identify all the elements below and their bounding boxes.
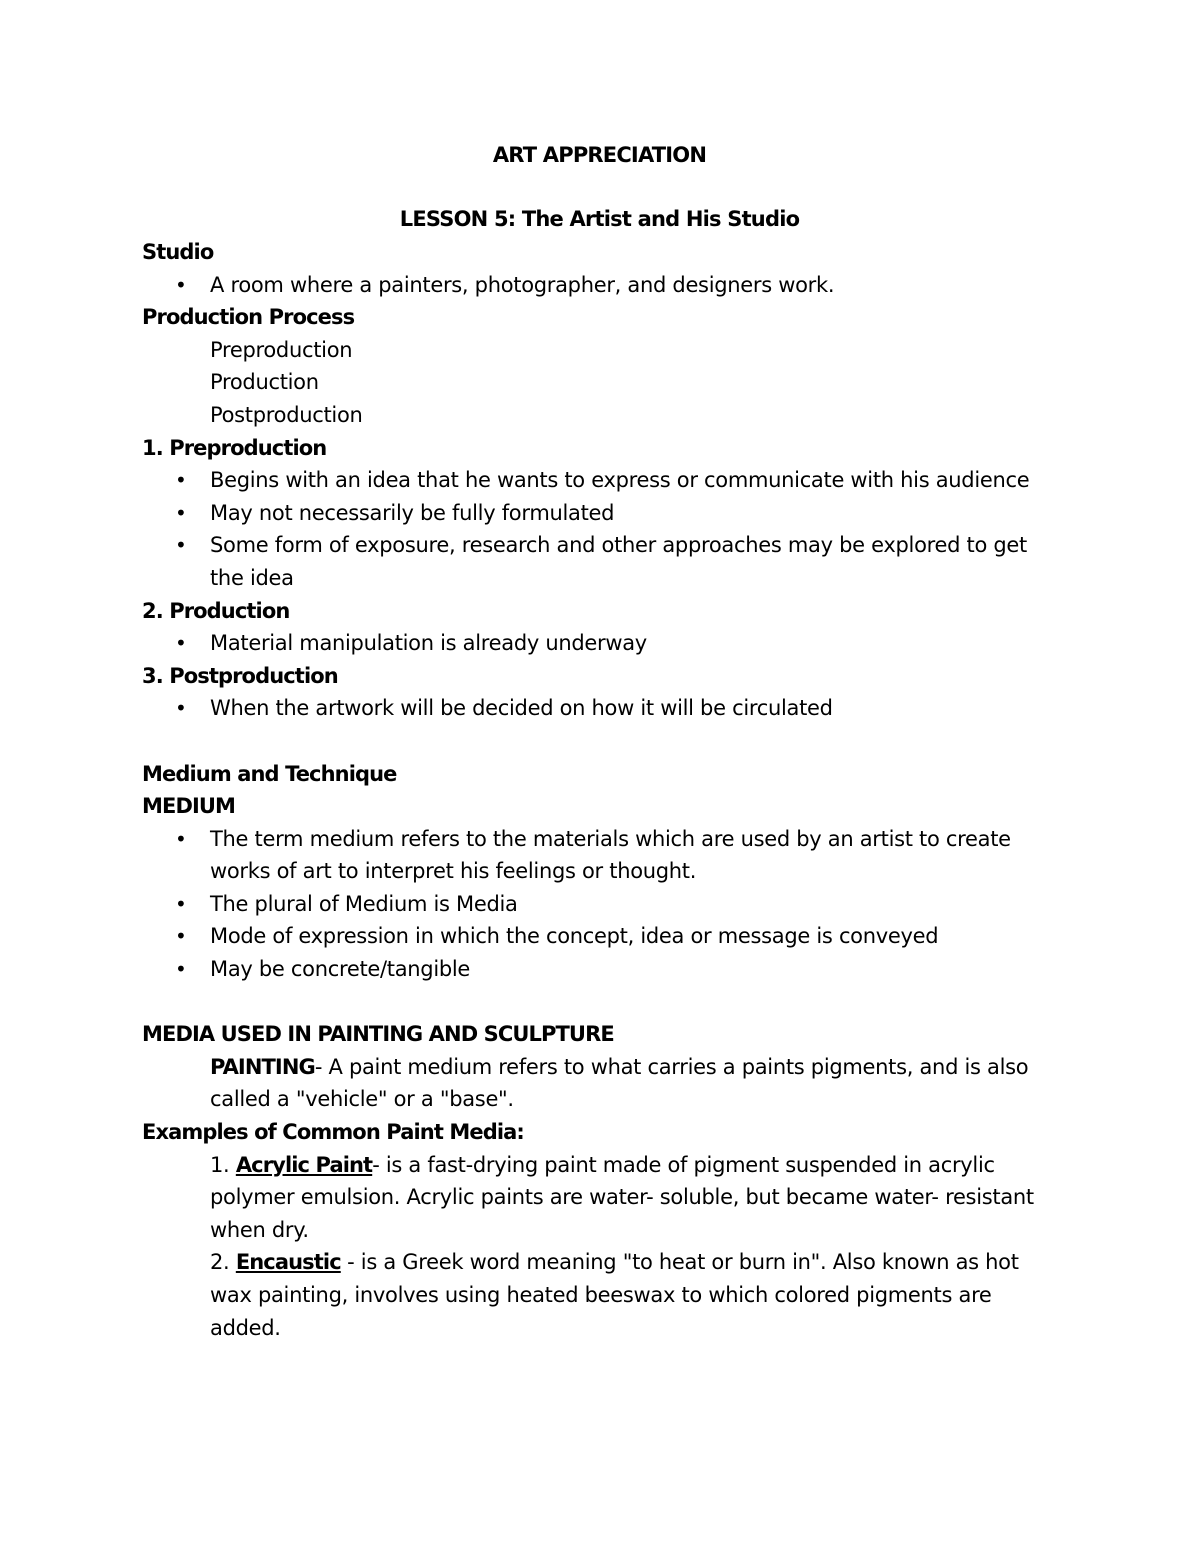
- painting-text: - A paint medium refers to what carries a paints pigments, and is also called a "vehicle" or a "base".: [210, 1054, 1029, 1112]
- production-heading: 2. Production: [142, 598, 290, 623]
- postproduction-heading: 3. Postproduction: [142, 663, 338, 688]
- document-body: [142, 139, 1062, 1344]
- list-item: • The term medium refers to the materials which are used by an artist to create works of art to interpret his feelings or thought.: [142, 823, 1062, 888]
- example-term: Acrylic Paint: [235, 1152, 373, 1177]
- list-item: • A room where a painters, photographer, and designers work.: [142, 269, 1062, 302]
- list-item: • May be concrete/tangible: [142, 953, 1062, 986]
- production-list: [142, 627, 1062, 660]
- studio-heading: Studio: [142, 240, 214, 264]
- example-acrylic: [142, 1149, 1062, 1247]
- spacer: [142, 725, 1062, 758]
- medium-technique-heading: Medium and Technique: [142, 761, 397, 786]
- list-item: • When the artwork will be decided on how it will be circulated: [142, 692, 1062, 725]
- list-item: • May not necessarily be fully formulated: [142, 497, 1062, 530]
- example-number: 1.: [210, 1152, 236, 1177]
- list-item: • Begins with an idea that he wants to express or communicate with his audience: [142, 464, 1062, 497]
- list-item: • Some form of exposure, research and other approaches may be explored to get the idea: [142, 529, 1062, 594]
- example-text: - is a fast-drying paint made of pigment suspended in acrylic polymer emulsion. Acrylic paints are water- soluble, but became water- resistant when dry.: [210, 1152, 1034, 1242]
- list-item: • The plural of Medium is Media: [142, 888, 1062, 921]
- studio-list: [142, 269, 1062, 302]
- painting-term: PAINTING: [210, 1054, 315, 1079]
- process-item-postproduction: Postproduction: [210, 402, 363, 427]
- list-item: • Mode of expression in which the concept, idea or message is conveyed: [142, 920, 1062, 953]
- list-item: • Material manipulation is already underway: [142, 627, 1062, 660]
- example-text: - is a Greek word meaning "to heat or burn in". Also known as hot wax painting, involves using heated beeswax to which colored pigments are added.: [210, 1250, 1019, 1340]
- preproduction-list: [142, 464, 1062, 594]
- medium-subheading: MEDIUM: [142, 794, 236, 819]
- example-term: Encaustic: [235, 1250, 341, 1275]
- preproduction-heading: 1. Preproduction: [142, 435, 327, 460]
- example-encaustic: [142, 1246, 1062, 1344]
- document-title: ART APPRECIATION: [492, 143, 707, 167]
- process-item-production: Production: [210, 370, 319, 395]
- lesson-title: LESSON 5: The Artist and His Studio: [399, 207, 800, 231]
- examples-heading: Examples of Common Paint Media:: [142, 1120, 524, 1145]
- example-number: 2.: [210, 1250, 236, 1275]
- spacer: [142, 986, 1062, 1019]
- production-process-heading: Production Process: [142, 305, 355, 330]
- postproduction-list: [142, 692, 1062, 725]
- media-heading: MEDIA USED IN PAINTING AND SCULPTURE: [142, 1022, 614, 1047]
- process-item-preproduction: Preproduction: [210, 337, 353, 362]
- painting-paragraph: [142, 1051, 1062, 1116]
- medium-list: [142, 823, 1062, 986]
